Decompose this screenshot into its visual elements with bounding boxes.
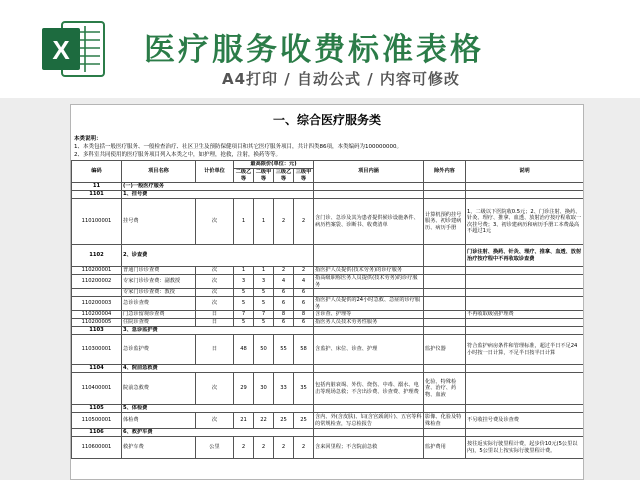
- note-line-2: 2、多科室共同使用的医疗服务项目列入本类之中，如护理，抢救，注射，换药等等。: [74, 152, 282, 158]
- section-name: 4、院前急救费: [122, 365, 314, 373]
- row-excluded: [424, 267, 466, 275]
- price-tier-3b: 8: [274, 311, 294, 319]
- price-tier-3a: 35: [294, 373, 314, 405]
- row-name: 挂号费: [122, 199, 196, 245]
- price-tier-2b: 48: [234, 335, 254, 365]
- header-code: 编码: [72, 161, 122, 183]
- price-tier-2b: 1: [234, 267, 254, 275]
- fee-table: [71, 160, 584, 459]
- section-name: (一)一般医疗服务: [122, 183, 314, 191]
- excel-icon: [40, 18, 106, 80]
- empty-cell: [466, 183, 584, 191]
- row-name: 门急诊留观诊查费: [122, 311, 196, 319]
- row-remarks: [466, 297, 584, 311]
- empty-cell: [314, 429, 424, 437]
- header-tier-2a: 二级甲等: [254, 169, 274, 183]
- row-content: 指医务人员技术劳务性服务: [314, 319, 424, 327]
- row-content: 指高级职称医务人员提供(技术劳务)的诊疗服务: [314, 275, 424, 289]
- price-tier-3a: 2: [294, 267, 314, 275]
- row-code: 110200003: [72, 297, 122, 311]
- row-excluded: [424, 311, 466, 319]
- row-code: 1105: [72, 405, 122, 413]
- row-content: 含门诊、急诊及其为患者提供候诊设施条件、病历档案袋、诊断书、收费清单: [314, 199, 424, 245]
- row-name: 专家门诊诊查费：副教授: [122, 275, 196, 289]
- row-remarks: 按往返实际行驶里程计费，起步价10元(5公里以内)，5公里以上按实际行驶里程计费。: [466, 437, 584, 459]
- row-content: 含诊查、护理等: [314, 311, 424, 319]
- price-tier-3b: 2: [274, 199, 294, 245]
- price-tier-2a: 1: [254, 199, 274, 245]
- note-line-1: 1、本类包括一般医疗服务、一般检查治疗、社区卫生及预防保健项目和其它医疗服务项目，共计四类86项，本类编码为100000000。: [74, 144, 402, 150]
- price-tier-2a: 1: [254, 267, 274, 275]
- price-tier-3a: 25: [294, 413, 314, 429]
- row-code: 1103: [72, 327, 122, 335]
- price-tier-3b: 6: [274, 319, 294, 327]
- table-row: [72, 413, 584, 429]
- row-excluded: [424, 319, 466, 327]
- row-code: 110600001: [72, 437, 122, 459]
- row-unit: 次: [196, 199, 234, 245]
- row-content: 含来回里程；不含院前急救: [314, 437, 424, 459]
- empty-cell: [424, 245, 466, 267]
- table-row: [72, 335, 584, 365]
- row-name: 体检费: [122, 413, 196, 429]
- row-unit: 次: [196, 267, 234, 275]
- price-tier-2a: 22: [254, 413, 274, 429]
- row-code: 1106: [72, 429, 122, 437]
- row-code: 1104: [72, 365, 122, 373]
- row-name: 专家门诊诊查费：教授: [122, 289, 196, 297]
- header-excluded: 除外内容: [424, 161, 466, 183]
- row-unit: 次: [196, 297, 234, 311]
- price-tier-3a: 2: [294, 199, 314, 245]
- row-remarks: [466, 289, 584, 297]
- price-tier-2b: 21: [234, 413, 254, 429]
- price-tier-3b: 33: [274, 373, 294, 405]
- row-code: 110300001: [72, 335, 122, 365]
- logo-letter: X: [52, 35, 70, 65]
- row-excluded: 计算机预约挂号服务、初诊建病历、病历手册: [424, 199, 466, 245]
- section-name: 5、体检费: [122, 405, 314, 413]
- section-row: [72, 365, 584, 373]
- price-tier-3a: 6: [294, 319, 314, 327]
- section-row: [72, 191, 584, 199]
- section-name: 3、急诊监护费: [122, 327, 314, 335]
- price-tier-3b: 2: [274, 267, 294, 275]
- row-name: 住院诊查费: [122, 319, 196, 327]
- header-unit: 计价单位: [196, 161, 234, 183]
- price-tier-2b: 29: [234, 373, 254, 405]
- fee-table-body: [72, 183, 584, 459]
- row-remarks: [466, 275, 584, 289]
- price-tier-3b: 6: [274, 297, 294, 311]
- row-content: 含内、外(含皮肤)、妇(含宫颈刮片)、五官等科的常规检查，写总检报告: [315, 414, 422, 427]
- row-code: 1101: [72, 191, 122, 199]
- price-tier-3b: 25: [274, 413, 294, 429]
- header-name: 项目名称: [122, 161, 196, 183]
- row-unit: 公里: [196, 437, 234, 459]
- empty-cell: [314, 183, 424, 191]
- row-excluded: 监护仪器: [424, 335, 466, 365]
- price-tier-3b: 6: [274, 289, 294, 297]
- row-remarks: 符合监护病房条件和管理标准，超过半日不足24小时按一日计算，不足半日按半日计算: [466, 335, 584, 365]
- header-content: 项目内涵: [314, 161, 424, 183]
- section-row: [72, 245, 584, 267]
- empty-cell: [424, 365, 466, 373]
- row-unit: 次: [196, 373, 234, 405]
- price-tier-3b: 55: [274, 335, 294, 365]
- row-unit: 日: [196, 311, 234, 319]
- row-content: 包括内脏衰竭、外伤、烧伤、中毒、溺水、电击等现场急救；不含出诊费、诊查费、护理费: [314, 373, 424, 405]
- row-unit: 次: [196, 275, 234, 289]
- price-tier-2b: 5: [234, 319, 254, 327]
- price-tier-3a: 2: [294, 437, 314, 459]
- price-tier-3b: 2: [274, 437, 294, 459]
- row-remarks: 1、二级以下医院收0.5元；2、门诊注射、换药、针灸、理疗、推拿、血透、放射治疗按疗程收取一次挂号费；3、初诊建病历和病历手册工本费最高不超过1元: [466, 199, 584, 245]
- empty-cell: [314, 245, 424, 267]
- empty-cell: [424, 183, 466, 191]
- empty-cell: [466, 365, 584, 373]
- row-code: 110200002: [72, 275, 122, 289]
- section-row: [72, 327, 584, 335]
- header-tier-3b: 三级乙等: [274, 169, 294, 183]
- section-name: 2、诊查费: [122, 245, 314, 267]
- table-row: [72, 267, 584, 275]
- price-tier-2a: 30: [254, 373, 274, 405]
- row-content: [314, 289, 424, 297]
- price-tier-2b: 2: [234, 437, 254, 459]
- empty-cell: [424, 429, 466, 437]
- spreadsheet: [70, 104, 584, 480]
- empty-cell: [314, 405, 424, 413]
- price-tier-2a: 5: [254, 297, 274, 311]
- price-tier-3b: 4: [274, 275, 294, 289]
- row-excluded: 监护费用: [424, 437, 466, 459]
- price-tier-3a: 4: [294, 275, 314, 289]
- row-code: 110200005: [72, 319, 122, 327]
- empty-cell: [466, 429, 584, 437]
- price-tier-3a: 8: [294, 311, 314, 319]
- row-code: 11: [72, 183, 122, 191]
- row-code: 110500001: [72, 413, 122, 429]
- row-remarks: 门诊注射、换药、针灸、理疗、推拿、血透、放射治疗按疗程中不再收取诊查费: [466, 245, 584, 267]
- row-name: 急诊监护费: [122, 335, 196, 365]
- table-row: [72, 437, 584, 459]
- row-content: 指医护人员提供的24小时急救、急症的诊疗服务: [314, 297, 424, 311]
- price-tier-3a: 6: [294, 289, 314, 297]
- row-code: 1102: [72, 245, 122, 267]
- row-code: 110200004: [72, 311, 122, 319]
- table-row: [72, 199, 584, 245]
- row-content: 指医护人员提供(技术劳务)的诊疗服务: [314, 267, 424, 275]
- page-subtitle: A4打印 / 自动公式 / 内容可修改: [222, 70, 460, 88]
- price-tier-2a: 3: [254, 275, 274, 289]
- price-tier-2a: 7: [254, 311, 274, 319]
- header-remarks: 说明: [466, 161, 584, 183]
- row-excluded: 影像、化验及特殊检查: [424, 413, 466, 429]
- price-tier-2b: 1: [234, 199, 254, 245]
- section-row: [72, 429, 584, 437]
- price-tier-2b: 7: [234, 311, 254, 319]
- price-tier-3a: 6: [294, 297, 314, 311]
- row-code: 110400001: [72, 373, 122, 405]
- row-name: 急诊诊查费: [122, 297, 196, 311]
- row-unit: 日: [196, 319, 234, 327]
- row-code: 110100001: [72, 199, 122, 245]
- table-row: [72, 297, 584, 311]
- page-title: 医疗服务收费标准表格: [144, 32, 484, 68]
- header-price-group: 最高限价(单位：元): [234, 161, 314, 169]
- row-remarks: [466, 319, 584, 327]
- row-remarks: 不另收挂号费及诊查费: [466, 413, 584, 429]
- section-row: [72, 183, 584, 191]
- table-row: [72, 289, 584, 297]
- empty-cell: [466, 327, 584, 335]
- empty-cell: [424, 327, 466, 335]
- section-name: 1、挂号费: [122, 191, 314, 199]
- row-remarks: 不再收取级别护理费: [466, 311, 584, 319]
- empty-cell: [314, 365, 424, 373]
- row-unit: 次: [196, 413, 234, 429]
- empty-cell: [424, 405, 466, 413]
- price-tier-2a: 5: [254, 289, 274, 297]
- price-tier-2b: 5: [234, 297, 254, 311]
- empty-cell: [424, 191, 466, 199]
- row-code: 110200001: [72, 267, 122, 275]
- row-unit: 日: [196, 335, 234, 365]
- empty-cell: [466, 191, 584, 199]
- row-name: 普通门诊诊查费: [122, 267, 196, 275]
- row-unit: 次: [196, 289, 234, 297]
- row-excluded: [424, 297, 466, 311]
- row-excluded: [424, 289, 466, 297]
- row-name: 院前急救费: [122, 373, 196, 405]
- table-row: [72, 275, 584, 289]
- price-tier-2a: 50: [254, 335, 274, 365]
- note-heading: 本类说明：: [74, 136, 102, 142]
- header-tier-3a: 三级甲等: [294, 169, 314, 183]
- empty-cell: [314, 327, 424, 335]
- row-content: 含监护、床位、诊查、护理: [314, 335, 424, 365]
- price-tier-2a: 5: [254, 319, 274, 327]
- banner: [0, 0, 640, 98]
- row-excluded: [424, 275, 466, 289]
- price-tier-2b: 5: [234, 289, 254, 297]
- header-tier-2b: 二级乙等: [234, 169, 254, 183]
- table-row: [72, 319, 584, 327]
- row-remarks: [466, 373, 584, 405]
- price-tier-3a: 58: [294, 335, 314, 365]
- table-row: [72, 373, 584, 405]
- sheet-title: 一、综合医疗服务类: [272, 113, 381, 127]
- price-tier-2b: 3: [234, 275, 254, 289]
- row-code: [72, 289, 122, 297]
- row-name: 救护车费: [122, 437, 196, 459]
- empty-cell: [314, 191, 424, 199]
- empty-cell: [466, 405, 584, 413]
- section-name: 6、救护车费: [122, 429, 314, 437]
- table-row: [72, 311, 584, 319]
- price-tier-2a: 2: [254, 437, 274, 459]
- section-row: [72, 405, 584, 413]
- row-excluded: 化验、特殊检查、治疗、药物、血液: [424, 373, 466, 405]
- row-remarks: [466, 267, 584, 275]
